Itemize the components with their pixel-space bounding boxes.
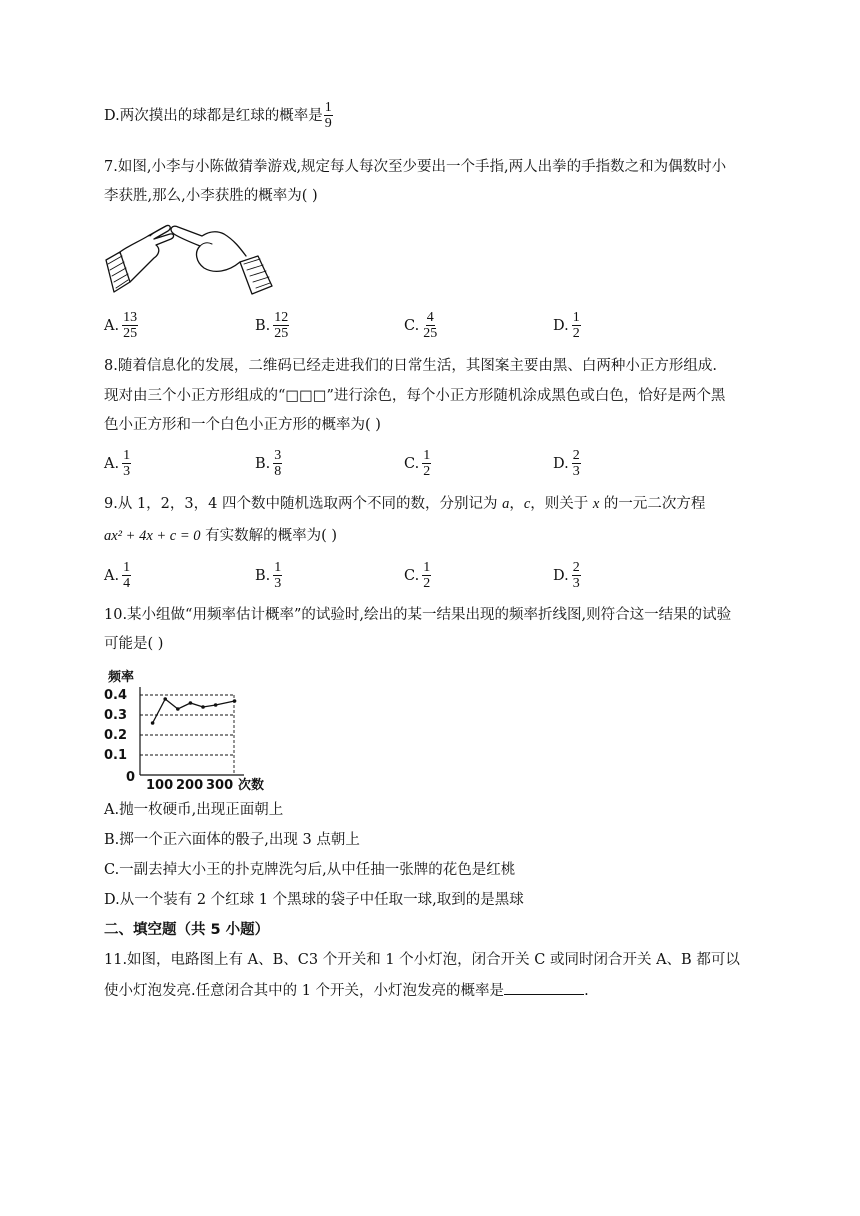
q9-text: ，则关于 <box>530 496 593 512</box>
ytick-0.2: 0.2 <box>104 728 128 743</box>
denominator: 4 <box>123 576 131 591</box>
q6-option-d-text: D.两次摸出的球都是红球的概率是 <box>104 107 323 124</box>
quadratic-equation: ax² + 4x + c = 0 <box>104 528 201 544</box>
option-label: A. <box>104 567 120 584</box>
section-heading: 二、填空题（共 5 小题） <box>104 922 270 938</box>
q11-end: . <box>584 983 589 999</box>
q10-option-b[interactable]: B.掷一个正六面体的骰子,出现 3 点朝上 <box>104 832 360 848</box>
numerator: 1 <box>123 560 131 575</box>
q8-option-b[interactable] <box>255 448 283 479</box>
frequency-chart <box>104 665 274 795</box>
denominator: 3 <box>572 576 580 591</box>
q11-line-1: 11.如图，电路图上有 A、B、C3 个开关和 1 个小灯泡，闭合开关 C 或同时闭合开关 A、B 都可以 <box>104 952 740 968</box>
data-point-3 <box>189 701 193 705</box>
q8-option-d[interactable] <box>553 448 582 479</box>
xtick-100: 100 <box>146 778 174 793</box>
numerator: 3 <box>274 448 282 463</box>
fraction <box>273 560 282 591</box>
data-point-0 <box>151 721 155 725</box>
option-label: C. <box>404 317 420 334</box>
data-point-4 <box>201 705 205 709</box>
fraction <box>572 310 581 341</box>
fraction <box>324 100 333 131</box>
ytick-0.4: 0.4 <box>104 688 128 703</box>
q7-option-c[interactable] <box>404 310 439 341</box>
xtick-200: 200 <box>176 778 204 793</box>
numerator: 4 <box>426 310 434 325</box>
option-label: C. <box>404 567 420 584</box>
fraction <box>422 448 431 479</box>
denominator: 3 <box>572 464 580 479</box>
option-label: C. <box>404 455 420 472</box>
q7-option-b[interactable] <box>255 310 290 341</box>
fraction <box>572 560 581 591</box>
option-label: B. <box>255 317 271 334</box>
option-label: A. <box>104 317 120 334</box>
q7-option-a[interactable] <box>104 310 139 341</box>
numerator: 12 <box>274 310 289 325</box>
variable-a: a <box>502 496 510 512</box>
fraction <box>422 560 431 591</box>
q9-text: 9.从 1，2，3，4 四个数中随机选取两个不同的数，分别记为 <box>104 496 503 512</box>
denominator: 2 <box>423 576 431 591</box>
denominator: 2 <box>423 464 431 479</box>
q9-text: 的一元二次方程 <box>599 496 706 512</box>
q10-option-d[interactable]: D.从一个装有 2 个红球 1 个黑球的袋子中任取一球,取到的是黑球 <box>104 892 524 908</box>
q9-line-2 <box>104 526 337 546</box>
fraction <box>122 448 131 479</box>
q9-text: 有实数解的概率为( ) <box>200 528 338 544</box>
q9-option-b[interactable] <box>255 560 283 591</box>
q9-line-1 <box>104 494 705 514</box>
q7-line-1: 7.如图,小李与小陈做猜拳游戏,规定每人每次至少要出一个手指,两人出拳的手指数之和为偶数时小 <box>104 159 727 175</box>
xtick-300: 300 <box>206 778 234 793</box>
fraction <box>572 448 581 479</box>
denominator: 25 <box>274 326 289 341</box>
q9-option-a[interactable] <box>104 560 132 591</box>
fraction <box>422 310 438 341</box>
q7-option-d[interactable] <box>553 310 582 341</box>
q8-line-3: 色小正方形和一个白色小正方形的概率为( ) <box>104 417 381 433</box>
numerator: 2 <box>572 560 580 575</box>
q8-option-c[interactable] <box>404 448 432 479</box>
q10-option-c[interactable]: C.一副去掉大小王的扑克牌洗匀后,从中任抽一张牌的花色是红桃 <box>104 862 516 878</box>
numerator: 1 <box>324 100 332 115</box>
separator: ， <box>509 496 524 512</box>
option-label: B. <box>255 455 271 472</box>
denominator: 9 <box>324 116 332 131</box>
q8-line-1: 8.随着信息化的发展，二维码已经走进我们的日常生活，其图案主要由黑、白两种小正方形组成. <box>104 358 717 374</box>
q9-option-c[interactable] <box>404 560 432 591</box>
variable-c: c <box>523 496 531 512</box>
q10-line-2: 可能是( ) <box>104 636 164 652</box>
denominator: 25 <box>423 326 438 341</box>
variable-x: x <box>592 496 600 512</box>
option-label: D. <box>553 317 569 334</box>
fraction <box>273 448 282 479</box>
ytick-0: 0 <box>126 770 136 785</box>
numerator: 13 <box>123 310 138 325</box>
numerator: 2 <box>572 448 580 463</box>
data-point-6 <box>233 699 237 703</box>
frequency-line-chart <box>104 665 274 795</box>
numerator: 1 <box>423 448 431 463</box>
fraction <box>122 560 131 591</box>
option-label: A. <box>104 455 120 472</box>
numerator: 1 <box>572 310 580 325</box>
answer-blank[interactable] <box>504 980 584 995</box>
q7-line-2: 李获胜,那么,小李获胜的概率为( ) <box>104 188 318 204</box>
q8-line-2: 现对由三个小正方形组成的“□□□”进行涂色，每个小正方形随机涂成黑色或白色，恰好是两个黑 <box>104 388 726 404</box>
data-point-1 <box>163 697 167 701</box>
q11-line-2 <box>104 980 589 1001</box>
series-line-0 <box>153 699 235 723</box>
option-label: B. <box>255 567 271 584</box>
data-point-5 <box>214 703 218 707</box>
denominator: 2 <box>572 326 580 341</box>
chart-xlabel: 次数 <box>238 778 265 793</box>
numerator: 1 <box>274 560 282 575</box>
option-label: D. <box>553 567 569 584</box>
fraction <box>273 310 289 341</box>
denominator: 3 <box>123 464 131 479</box>
denominator: 3 <box>274 576 282 591</box>
numerator: 1 <box>123 448 131 463</box>
q8-option-a[interactable] <box>104 448 132 479</box>
q10-line-1: 10.某小组做“用频率估计概率”的试验时,绘出的某一结果出现的频率折线图,则符合这一结果的试验 <box>104 607 732 623</box>
hands-icon <box>104 212 274 297</box>
ytick-0.3: 0.3 <box>104 708 128 723</box>
q11-text: 使小灯泡发亮.任意闭合其中的 1 个开关，小灯泡发亮的概率是 <box>104 983 505 999</box>
chart-ylabel: 频率 <box>108 670 135 685</box>
denominator: 8 <box>274 464 282 479</box>
q9-option-d[interactable] <box>553 560 582 591</box>
hands-figure <box>104 212 274 297</box>
q6-option-d <box>104 100 334 131</box>
option-label: D. <box>553 455 569 472</box>
ytick-0.1: 0.1 <box>104 748 128 763</box>
fraction <box>122 310 138 341</box>
q10-option-a[interactable]: A.抛一枚硬币,出现正面朝上 <box>104 802 284 818</box>
denominator: 25 <box>123 326 138 341</box>
data-point-2 <box>176 707 180 711</box>
numerator: 1 <box>423 560 431 575</box>
